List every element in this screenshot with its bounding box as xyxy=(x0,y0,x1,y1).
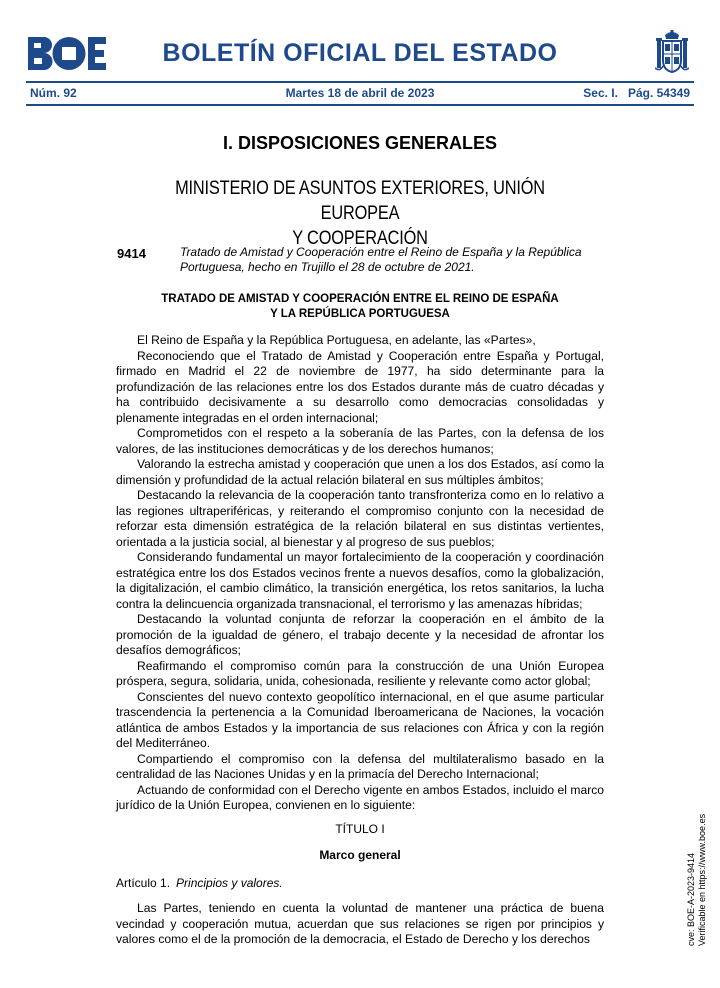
issue-info-bar xyxy=(30,86,690,102)
article-name: Principios y valores. xyxy=(176,876,283,890)
cve-code: cve: BOE-A-2023-9414 xyxy=(686,852,696,946)
article-heading xyxy=(116,876,283,890)
header-rule-bottom xyxy=(26,104,694,106)
section-page: Sec. I. Pág. 54349 xyxy=(583,86,690,100)
issue-number: Núm. 92 xyxy=(30,86,77,100)
paragraph: Valorando la estrecha amistad y cooperación que unen a los dos Estados, así como la dimensión y profundidad de la actual relación bilateral en sus múltiples ámbitos; xyxy=(116,457,604,487)
preamble xyxy=(116,333,604,814)
masthead xyxy=(0,0,720,85)
treaty-heading-line: TRATADO DE AMISTAD Y COOPERACIÓN ENTRE EL REINO DE ESPAÑA xyxy=(161,293,559,305)
article-body xyxy=(116,901,604,948)
paragraph: Conscientes del nuevo contexto geopolítico internacional, en el que asume particular trascendencia la pertenencia a la Comunidad Iberoamericana de Naciones, la vocación atlántica de ambos Estados y la importancia de sus relaciones con África y con la región del Mediterráneo. xyxy=(116,689,604,750)
paragraph: El Reino de España y la República Portuguesa, en adelante, las «Partes», xyxy=(137,333,536,347)
titulo-heading: TÍTULO I xyxy=(335,822,385,836)
paragraph: Las Partes, teniendo en cuenta la voluntad de mantener una práctica de buena vecindad y cooperación mutua, acuerdan que sus relaciones se rigen por principios y valores como el de la promoción de la democracia, el Estado de Derecho y los derechos xyxy=(116,901,604,946)
disposition-title: Tratado de Amistad y Cooperación entre el Reino de España y la República Portuguesa, hecho en Trujillo el 28 de octubre de 2021. xyxy=(180,245,582,274)
treaty-heading xyxy=(120,292,600,322)
paragraph: Actuando de conformidad con el Derecho vigente en ambos Estados, incluido el marco jurídico de la Unión Europea, convienen en lo siguiente: xyxy=(116,782,604,812)
ministry-heading xyxy=(171,176,549,251)
paragraph: Compartiendo el compromiso con la defensa del multilateralismo basado en la centralidad de las Naciones Unidas y en la primacía del Derecho Internacional; xyxy=(116,751,604,781)
publication-title: BOLETÍN OFICIAL DEL ESTADO xyxy=(162,39,558,67)
verification-sidebar xyxy=(686,716,708,946)
verify-link[interactable]: Verificable en https://www.boe.es xyxy=(697,813,707,946)
paragraph: Reafirmando el compromiso común para la construcción de una Unión Europea próspera, segura, solidaria, unida, cohesionada, resiliente y relevante como actor global; xyxy=(116,658,604,688)
paragraph: Destacando la relevancia de la cooperación tanto transfronteriza como en lo relativo a las regiones ultraperiféricas, y reiterando el compromiso conjunto con la necesidad de reforzar esta dimensión estratégica de la relación bilateral en sus distintas vertientes, orientada a la justicia social, al bienestar y al progreso de sus pueblos; xyxy=(116,488,604,549)
titulo-name: Marco general xyxy=(319,848,401,862)
paragraph: Comprometidos con el respeto a la soberanía de las Partes, con la defensa de los valores, de las instituciones democráticas y de los derechos humanos; xyxy=(116,426,604,456)
header-rule-top xyxy=(26,81,694,83)
ministry-line: Y COOPERACIÓN xyxy=(292,228,428,249)
boe-logo xyxy=(28,37,106,70)
disposition-number: 9414 xyxy=(117,246,146,261)
coat-of-arms-icon xyxy=(655,30,689,76)
article-label: Artículo 1. xyxy=(116,876,171,890)
issue-date: Martes 18 de abril de 2023 xyxy=(285,86,435,100)
treaty-heading-line: Y LA REPÚBLICA PORTUGUESA xyxy=(270,308,450,320)
ministry-line: MINISTERIO DE ASUNTOS EXTERIORES, UNIÓN EUROPEA xyxy=(175,178,545,224)
paragraph: Reconociendo que el Tratado de Amistad y Cooperación entre España y Portugal, firmado en Madrid el 22 de noviembre de 1977, ha sido determinante para la profundización de las relaciones entre los dos Estados durante más de cuatro décadas y ha contribuido decisivamente a su desarrollo como democracias consolidadas y plenamente integradas en el orden internacional; xyxy=(116,348,604,425)
paragraph: Considerando fundamental un mayor fortalecimiento de la cooperación y coordinación estratégica entre los dos Estados vecinos frente a nuevos desafíos, como la globalización, la digitalización, el cambio climático, la transición energética, los retos sanitarios, la lucha contra la delincuencia organizada transnacional, el terrorismo y las amenazas híbridas; xyxy=(116,550,604,611)
paragraph: Destacando la voluntad conjunta de reforzar la cooperación en el ámbito de la promoción de la igualdad de género, el trabajo decente y la necesidad de afrontar los desafíos demográficos; xyxy=(116,612,604,657)
section-title: I. DISPOSICIONES GENERALES xyxy=(222,133,498,153)
